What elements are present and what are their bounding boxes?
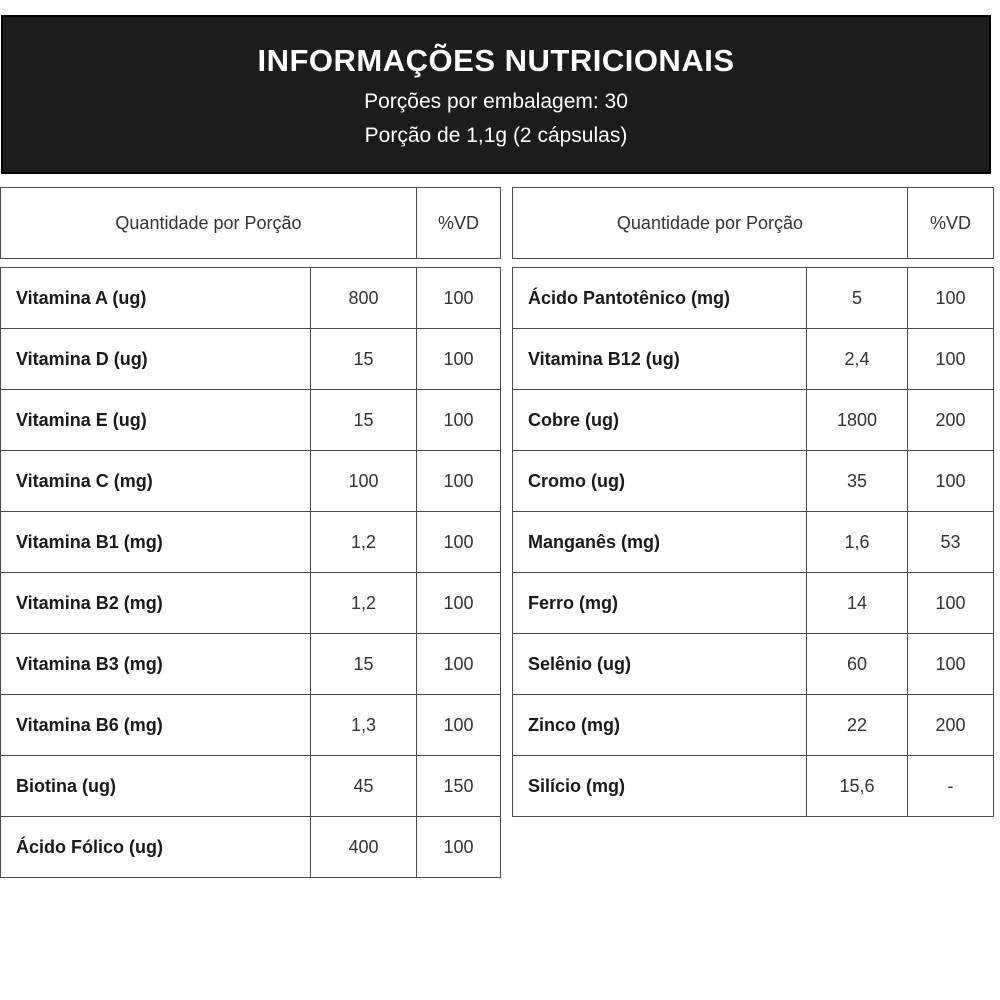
nutrient-vd: 200: [908, 695, 994, 756]
right-nutrient-table: [512, 267, 994, 817]
nutrient-vd: 100: [417, 695, 501, 756]
nutrient-row: [1, 512, 501, 573]
nutrient-amount: 60: [807, 634, 908, 695]
servings-per-package: Porções por embalagem: 30: [364, 90, 628, 113]
nutrient-amount: 100: [311, 451, 417, 512]
nutrient-name: Ácido Fólico (ug): [1, 817, 311, 878]
left-vd-header: %VD: [417, 188, 501, 259]
nutrient-vd: 100: [908, 573, 994, 634]
left-nutrient-table: [0, 267, 501, 878]
nutrient-row: [1, 573, 501, 634]
nutrient-vd: 100: [417, 634, 501, 695]
nutrient-vd: 100: [417, 329, 501, 390]
nutrient-vd: 150: [417, 756, 501, 817]
nutrition-title: INFORMAÇÕES NUTRICIONAIS: [257, 43, 735, 78]
nutrient-amount: 800: [311, 268, 417, 329]
nutrient-vd: 100: [417, 573, 501, 634]
nutrition-header: [1, 15, 991, 174]
nutrient-amount: 5: [807, 268, 908, 329]
nutrient-name: Manganês (mg): [513, 512, 807, 573]
serving-size: Porção de 1,1g (2 cápsulas): [364, 124, 628, 147]
left-column-header: [0, 187, 501, 259]
nutrient-row: [513, 756, 994, 817]
nutrient-amount: 1800: [807, 390, 908, 451]
nutrient-name: Biotina (ug): [1, 756, 311, 817]
nutrient-vd: 100: [908, 268, 994, 329]
nutrient-vd: -: [908, 756, 994, 817]
nutrient-amount: 35: [807, 451, 908, 512]
nutrient-amount: 14: [807, 573, 908, 634]
nutrient-row: [513, 573, 994, 634]
nutrient-name: Vitamina D (ug): [1, 329, 311, 390]
nutrient-vd: 53: [908, 512, 994, 573]
nutrient-amount: 15: [311, 390, 417, 451]
nutrient-row: [1, 817, 501, 878]
nutrient-row: [513, 329, 994, 390]
nutrient-name: Ferro (mg): [513, 573, 807, 634]
nutrient-amount: 15: [311, 634, 417, 695]
nutrient-amount: 45: [311, 756, 417, 817]
nutrient-amount: 15: [311, 329, 417, 390]
nutrient-row: [1, 756, 501, 817]
nutrient-row: [513, 512, 994, 573]
nutrient-vd: 100: [908, 634, 994, 695]
nutrient-vd: 100: [417, 451, 501, 512]
nutrient-name: Cobre (ug): [513, 390, 807, 451]
nutrient-row: [1, 329, 501, 390]
nutrient-name: Vitamina B2 (mg): [1, 573, 311, 634]
nutrient-row: [513, 695, 994, 756]
nutrient-row: [1, 634, 501, 695]
nutrient-row: [513, 451, 994, 512]
nutrient-name: Vitamina A (ug): [1, 268, 311, 329]
nutrient-row: [1, 451, 501, 512]
nutrient-row: [1, 695, 501, 756]
nutrient-name: Vitamina C (mg): [1, 451, 311, 512]
nutrient-row: [1, 268, 501, 329]
nutrient-amount: 1,6: [807, 512, 908, 573]
nutrient-name: Ácido Pantotênico (mg): [513, 268, 807, 329]
nutrient-vd: 100: [417, 390, 501, 451]
nutrient-vd: 100: [908, 451, 994, 512]
nutrient-name: Silício (mg): [513, 756, 807, 817]
right-quantity-header: Quantidade por Porção: [513, 188, 908, 259]
nutrient-name: Vitamina B6 (mg): [1, 695, 311, 756]
nutrient-amount: 1,3: [311, 695, 417, 756]
nutrient-row: [513, 390, 994, 451]
nutrient-name: Vitamina B1 (mg): [1, 512, 311, 573]
nutrient-amount: 22: [807, 695, 908, 756]
nutrient-name: Vitamina B12 (ug): [513, 329, 807, 390]
right-vd-header: %VD: [908, 188, 994, 259]
nutrient-amount: 2,4: [807, 329, 908, 390]
nutrient-row: [513, 634, 994, 695]
nutrient-vd: 100: [417, 268, 501, 329]
nutrient-name: Vitamina E (ug): [1, 390, 311, 451]
nutrient-row: [513, 268, 994, 329]
right-column-header: [512, 187, 994, 259]
nutrient-vd: 200: [908, 390, 994, 451]
nutrient-amount: 400: [311, 817, 417, 878]
nutrient-name: Zinco (mg): [513, 695, 807, 756]
nutrient-name: Selênio (ug): [513, 634, 807, 695]
nutrient-vd: 100: [417, 512, 501, 573]
nutrient-amount: 1,2: [311, 573, 417, 634]
nutrient-amount: 15,6: [807, 756, 908, 817]
nutrient-vd: 100: [417, 817, 501, 878]
nutrient-amount: 1,2: [311, 512, 417, 573]
nutrient-vd: 100: [908, 329, 994, 390]
left-quantity-header: Quantidade por Porção: [1, 188, 417, 259]
nutrient-name: Cromo (ug): [513, 451, 807, 512]
nutrient-name: Vitamina B3 (mg): [1, 634, 311, 695]
nutrient-row: [1, 390, 501, 451]
